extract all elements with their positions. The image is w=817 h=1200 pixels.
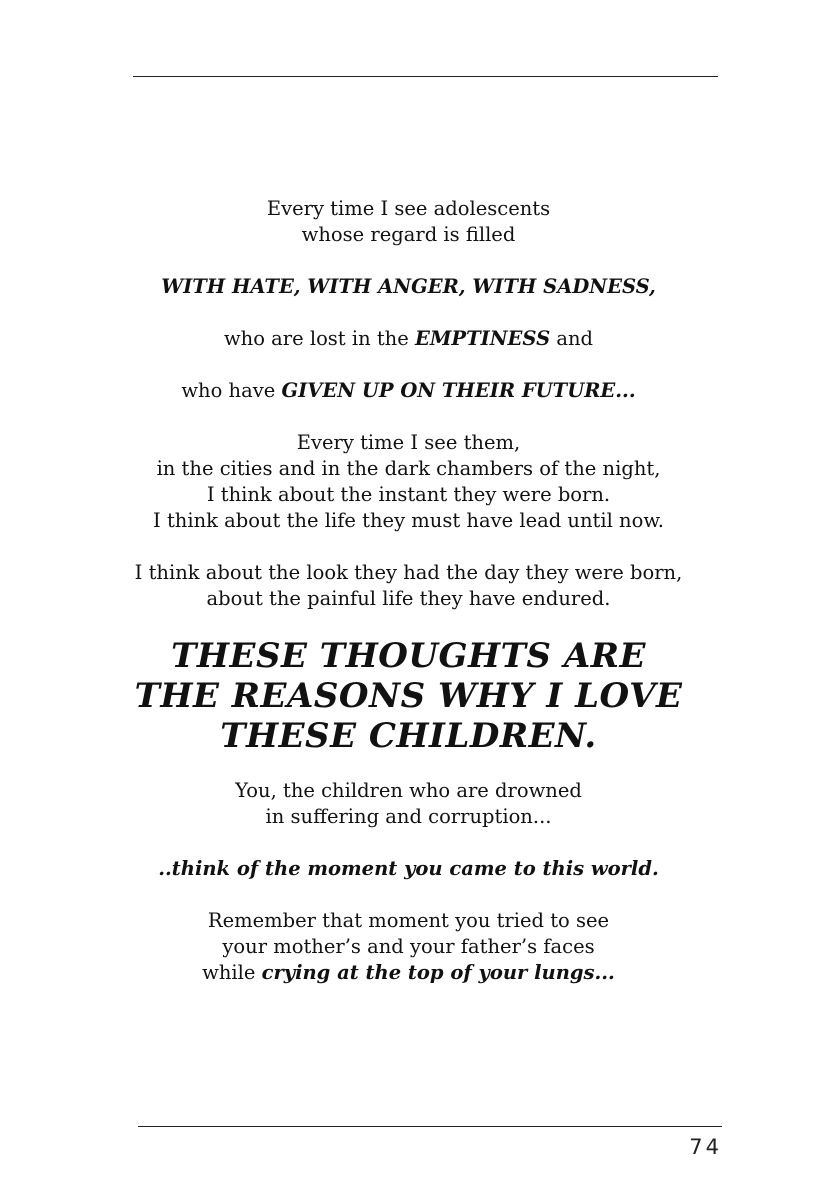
poem-line: Every time I see adolescents	[266, 197, 551, 220]
poem-line: I think about the look they had the day they were born,	[134, 561, 683, 584]
poem-line	[0, 326, 817, 352]
text-span: and	[550, 327, 594, 350]
emphasis-span: EMPTINESS	[414, 327, 551, 350]
poem-line	[0, 960, 817, 986]
text-span: who are lost in the	[223, 327, 415, 350]
top-rule	[133, 76, 718, 77]
text-span: while	[202, 961, 262, 984]
emphasis-span: crying at the top of your lungs...	[261, 961, 615, 984]
poem-text	[0, 196, 817, 986]
poem-line: I think about the instant they were born.	[206, 483, 611, 506]
poem-line: in suffering and corruption...	[265, 805, 552, 828]
poem-line: your mother’s and your father’s faces	[222, 935, 595, 958]
page-number: 74	[689, 1135, 722, 1159]
poem-line: whose regard is filled	[301, 223, 516, 246]
emphasis-line: WITH HATE, WITH ANGER, WITH SADNESS,	[161, 275, 656, 298]
emphasis-line: ..think of the moment you came to this world.	[158, 857, 659, 880]
poem-line: I think about the life they must have lead until now.	[153, 509, 664, 532]
text-span: who have	[181, 379, 282, 402]
poem-line: about the painful life they have endured.	[206, 587, 611, 610]
headline-line: THE REASONS WHY I LOVE	[134, 676, 683, 716]
poem-line: Remember that moment you tried to see	[207, 909, 610, 932]
bottom-rule	[138, 1126, 722, 1127]
poem-line: You, the children who are drowned	[235, 779, 582, 802]
headline-line: THESE THOUGHTS ARE	[171, 636, 646, 676]
headline-line: THESE CHILDREN.	[220, 716, 597, 756]
poem-line: in the cities and in the dark chambers of the night,	[156, 457, 661, 480]
emphasis-span: GIVEN UP ON THEIR FUTURE...	[281, 379, 636, 402]
poem-line: Every time I see them,	[296, 431, 521, 454]
poem-line	[0, 378, 817, 404]
